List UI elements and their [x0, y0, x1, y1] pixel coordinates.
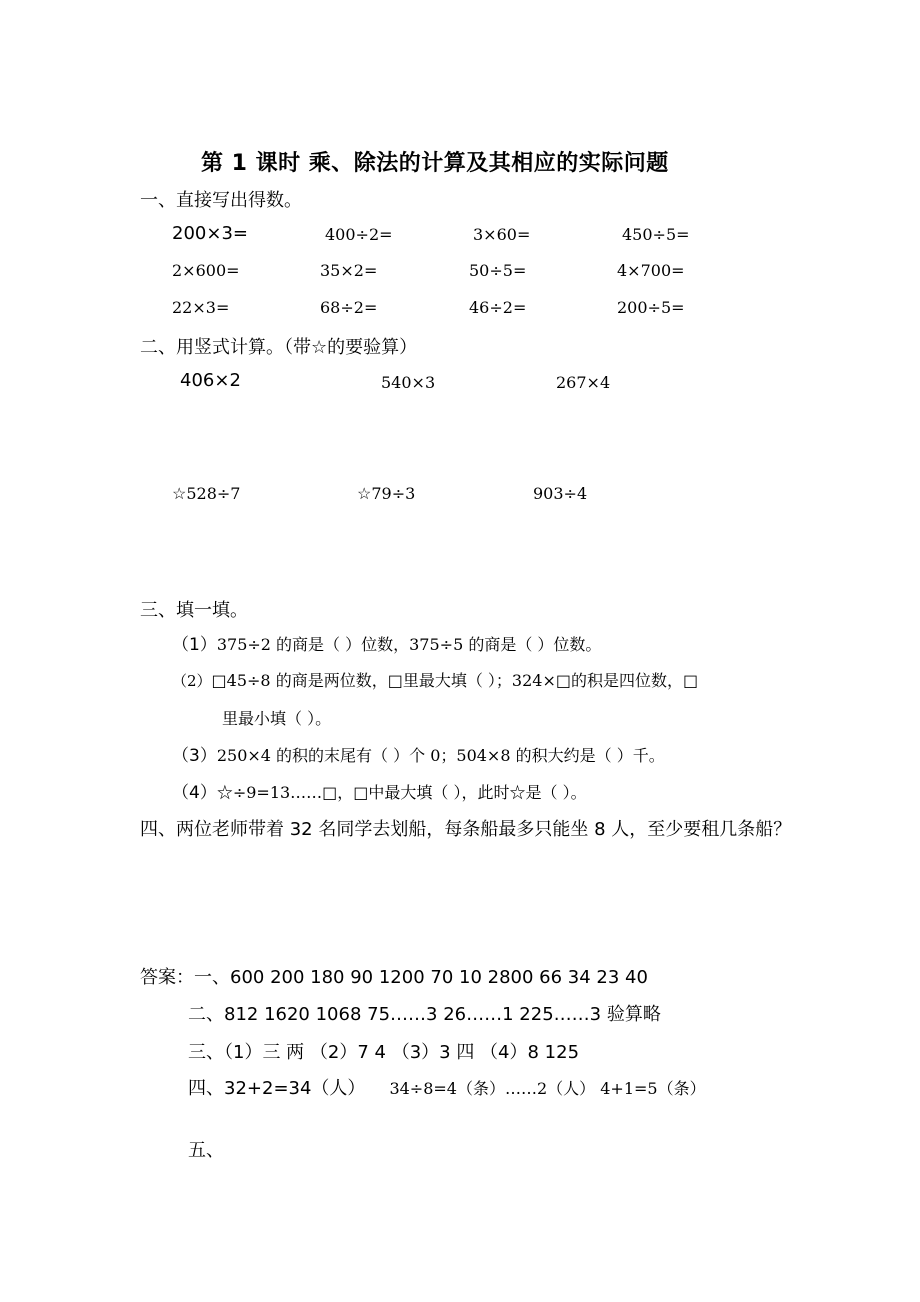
- answer-line-5: 五、: [188, 1140, 224, 1161]
- calc-item: 22×3=: [172, 298, 230, 317]
- calc-item: 2×600=: [172, 261, 240, 280]
- calc-item: 450÷5=: [622, 225, 690, 244]
- question-number: （2）: [172, 672, 212, 690]
- vertical-calc-item: 540×3: [381, 373, 436, 392]
- section2-heading: 二、用竖式计算。（带☆的要验算）: [140, 337, 418, 358]
- calc-item: 4×700=: [617, 261, 685, 280]
- question-text: 375÷2 的商是（ ）位数，375÷5 的商是（ ）位数。: [216, 635, 602, 654]
- calc-item: 35×2=: [320, 261, 378, 280]
- calc-item: 200÷5=: [617, 298, 685, 317]
- fill-question-2: [172, 668, 698, 691]
- fill-question-4: [172, 778, 587, 803]
- answer-line-4: [188, 1074, 706, 1100]
- vertical-calc-item: ☆79÷3: [357, 484, 416, 503]
- calc-item: 68÷2=: [320, 298, 378, 317]
- question-number: （1）: [172, 635, 217, 655]
- calc-item: 3×60=: [473, 225, 531, 244]
- section1-heading: 一、直接写出得数。: [140, 190, 302, 211]
- answer-line-2: 二、812 1620 1068 75……3 26……1 225……3 验算略: [188, 1004, 661, 1025]
- vertical-calc-item: 903÷4: [533, 484, 588, 503]
- page-title: 第 1 课时 乘、除法的计算及其相应的实际问题: [201, 151, 669, 176]
- answer-line-1: 答案：一、600 200 180 90 1200 70 10 2800 66 34 23 40: [140, 967, 648, 988]
- question-text: ☆÷9=13……□，□中最大填（ ），此时☆是（ ）。: [216, 783, 587, 802]
- section3-heading: 三、填一填。: [140, 600, 248, 621]
- question-text: 250×4 的积的末尾有（ ）个 0；504×8 的积大约是（ ）千。: [216, 746, 665, 765]
- calc-item: 50÷5=: [469, 261, 527, 280]
- vertical-calc-item: 267×4: [556, 373, 611, 392]
- calc-item: 200×3=: [172, 223, 248, 244]
- answer-line-4-part1: 四、32+2=34（人）: [188, 1078, 366, 1099]
- fill-question-3: [172, 741, 665, 766]
- question-number: （4）: [172, 783, 217, 803]
- vertical-calc-item: ☆528÷7: [172, 484, 241, 503]
- answer-line-3: 三、（1）三 两 （2）7 4 （3）3 四 （4）8 125: [188, 1042, 580, 1063]
- question-text: □45÷8 的商是两位数，□里最大填（ ）；324×□的积是四位数，□: [211, 671, 699, 690]
- section4-question: 四、两位老师带着 32 名同学去划船，每条船最多只能坐 8 人，至少要租几条船？: [140, 819, 792, 840]
- fill-question-1: [172, 630, 601, 655]
- calc-item: 400÷2=: [325, 225, 393, 244]
- answer-line-4-part2: 34÷8=4（条）……2（人） 4+1=5（条）: [389, 1079, 706, 1098]
- question-number: （3）: [172, 746, 217, 766]
- calc-item: 46÷2=: [469, 298, 527, 317]
- vertical-calc-item: 406×2: [180, 370, 241, 391]
- fill-question-2-continued: 里最小填（ ）。: [222, 709, 332, 728]
